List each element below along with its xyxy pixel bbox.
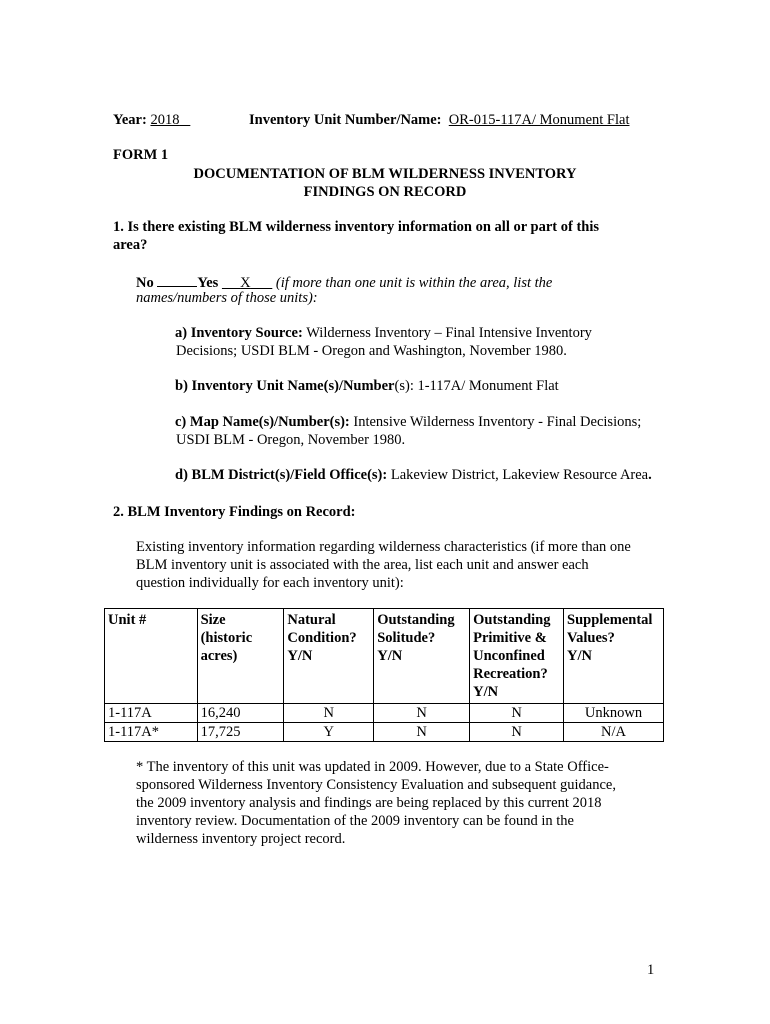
item-a-text-2: Decisions; USDI BLM - Oregon and Washington, November 1980. <box>176 343 567 359</box>
footnote-line-3: the 2009 inventory analysis and findings are being replaced by this current 2018 <box>136 795 602 811</box>
cell-size: 16,240 <box>197 704 284 723</box>
item-c-text-2: USDI BLM - Oregon, November 1980. <box>176 432 406 448</box>
cell-unit: 1-117A* <box>105 723 198 742</box>
item-d <box>175 467 652 484</box>
footnote-line-2: sponsored Wilderness Inventory Consistency Evaluation and subsequent guidance, <box>136 777 616 793</box>
year-field <box>113 112 190 129</box>
item-a-text-1: Wilderness Inventory – Final Intensive Inventory <box>306 325 592 341</box>
cell-size: 17,725 <box>197 723 284 742</box>
cell-natural: Y <box>284 723 374 742</box>
page-number: 1 <box>647 962 655 978</box>
no-blank <box>157 272 197 287</box>
item-d-label: d) BLM District(s)/Field Office(s): <box>175 467 388 483</box>
q2-intro-1: Existing inventory information regarding wilderness characteristics (if more than one <box>136 539 631 555</box>
cell-supplemental: Unknown <box>564 704 664 723</box>
unit-value: OR-015-117A/ Monument Flat <box>448 112 630 128</box>
header-outstanding-recreation: Outstanding Primitive & Unconfined Recreation? Y/N <box>470 609 564 704</box>
q1-note-2: names/numbers of those units): <box>136 290 318 306</box>
cell-natural: N <box>284 704 374 723</box>
footnote-line-4: inventory review. Documentation of the 2009 inventory can be found in the <box>136 813 574 829</box>
q2-intro-2: BLM inventory unit is associated with the area, list each unit and answer each <box>136 557 589 573</box>
form-label: FORM 1 <box>113 147 169 163</box>
unit-label: Inventory Unit Number/Name: <box>249 112 442 128</box>
header-supplemental-values: Supplemental Values? Y/N <box>564 609 664 704</box>
header-outstanding-solitude: Outstanding Solitude? Y/N <box>374 609 470 704</box>
footnote-line-1: * The inventory of this unit was updated in 2009. However, due to a State Office- <box>136 759 609 775</box>
item-b <box>175 378 559 395</box>
cell-recreation: N <box>470 704 564 723</box>
item-d-period: . <box>648 467 652 483</box>
cell-solitude: N <box>374 723 470 742</box>
table-header-row <box>105 609 664 704</box>
item-d-text: Lakeview District, Lakeview Resource Area <box>390 467 649 483</box>
no-label: No <box>136 275 154 291</box>
inventory-findings-table <box>104 608 664 742</box>
footnote-line-5: wilderness inventory project record. <box>136 831 346 847</box>
year-value: 2018 <box>150 112 180 128</box>
cell-unit: 1-117A <box>105 704 198 723</box>
cell-supplemental: N/A <box>564 723 664 742</box>
item-b-label: b) Inventory Unit Name(s)/Number <box>175 378 395 394</box>
table-row <box>105 723 664 742</box>
q1-line-1: 1. Is there existing BLM wilderness inventory information on all or part of this <box>113 219 600 235</box>
table-row <box>105 704 664 723</box>
header-unit: Unit # <box>105 609 198 704</box>
header-natural-condition: Natural Condition? Y/N <box>284 609 374 704</box>
title-line-2: FINDINGS ON RECORD <box>303 184 467 200</box>
item-a <box>175 325 592 342</box>
unit-field <box>249 112 629 129</box>
item-b-label-s: (s) <box>394 378 410 394</box>
q2-heading: 2. BLM Inventory Findings on Record: <box>113 504 356 520</box>
item-a-label: a) Inventory Source: <box>175 325 303 341</box>
q1-answer <box>136 272 552 292</box>
q2-intro-3: question individually for each inventory unit): <box>136 575 404 591</box>
q1-note-1: (if more than one unit is within the area, list the <box>275 275 553 291</box>
item-b-text: : 1-117A/ Monument Flat <box>409 378 559 394</box>
item-c-label: c) Map Name(s)/Number(s): <box>175 414 350 430</box>
cell-solitude: N <box>374 704 470 723</box>
header-size: Size (historic acres) <box>197 609 284 704</box>
q1-line-2: area? <box>113 237 148 253</box>
title-line-1: DOCUMENTATION OF BLM WILDERNESS INVENTORY <box>193 166 577 182</box>
yes-value: X <box>240 275 251 291</box>
item-c-text-1: Intensive Wilderness Inventory - Final Decisions; <box>353 414 642 430</box>
year-label: Year: <box>113 112 147 128</box>
cell-recreation: N <box>470 723 564 742</box>
item-c <box>175 414 641 431</box>
yes-label: Yes <box>197 275 219 291</box>
